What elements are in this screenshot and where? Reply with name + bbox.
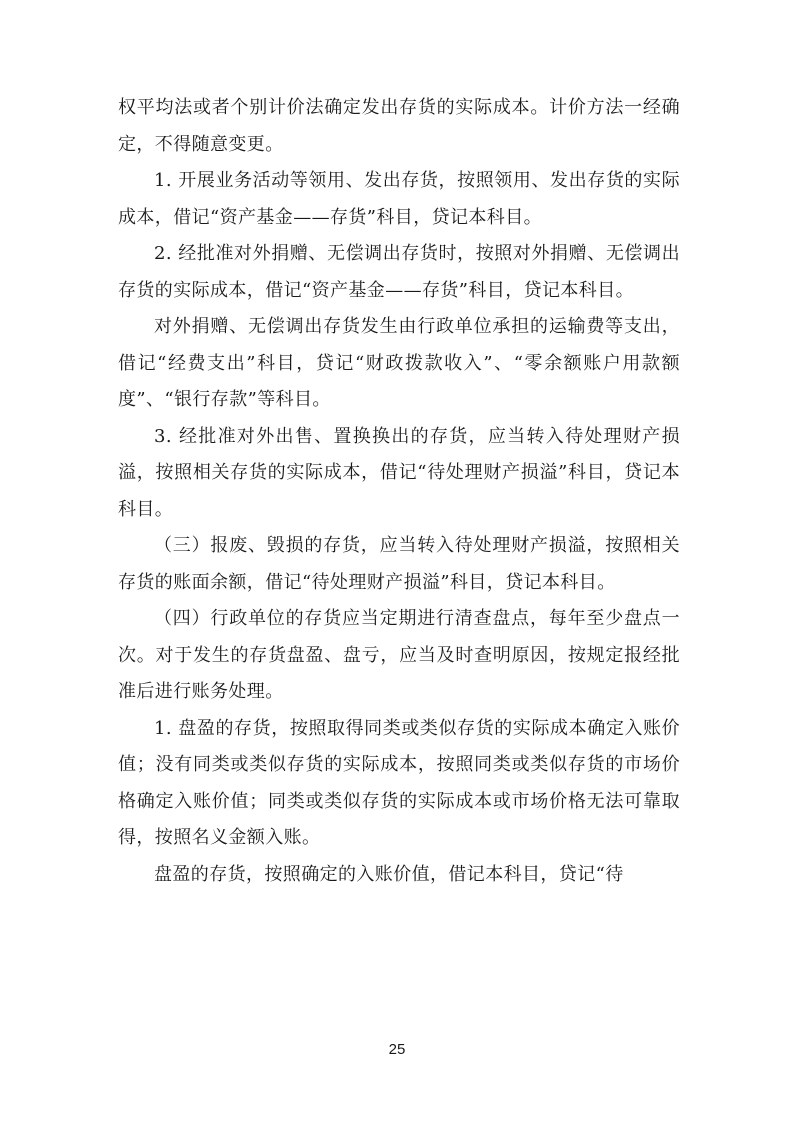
paragraph-1: 权平均法或者个别计价法确定发出存货的实际成本。计价方法一经确定，不得随意变更。 [118,97,680,155]
page-number: 25 [388,1041,406,1058]
paragraph-5: 3. 经批准对外出售、置换换出的存货，应当转入待处理财产损溢，按照相关存货的实际成本，借记“待处理财产损溢”科目，贷记本科目。 [118,425,680,520]
paragraph-3: 2. 经批准对外捐赠、无偿调出存货时，按照对外捐赠、无偿调出存货的实际成本，借记“资产基金——存货”科目，贷记本科目。 [118,243,680,301]
paragraph-2: 1. 开展业务活动等领用、发出存货，按照领用、发出存货的实际成本，借记“资产基金——存货”科目，贷记本科目。 [118,170,680,228]
paragraph-7: （四）行政单位的存货应当定期进行清查盘点，每年至少盘点一次。对于发生的存货盘盈、盘亏，应当及时查明原因，按规定报经批准后进行账务处理。 [118,608,680,702]
paragraph-9: 盘盈的存货，按照确定的入账价值，借记本科目，贷记“待 [154,863,624,885]
paragraph-6: （三）报废、毁损的存货，应当转入待处理财产损溢，按照相关存货的账面余额，借记“待处理财产损溢”科目，贷记本科目。 [118,535,680,593]
paragraph-4: 对外捐赠、无偿调出存货发生由行政单位承担的运输费等支出，借记“经费支出”科目，贷记“财政拨款收入”、“零余额账户用款额度”、“银行存款”等科目。 [118,316,680,410]
paragraph-8: 1. 盘盈的存货，按照取得同类或类似存货的实际成本确定入账价值；没有同类或类似存货的实际成本，按照同类或类似存货的市场价格确定入账价值；同类或类似存货的实际成本或市场价格无法可靠取得，按照名义金额入账。 [118,717,680,848]
document-body [118,90,680,893]
